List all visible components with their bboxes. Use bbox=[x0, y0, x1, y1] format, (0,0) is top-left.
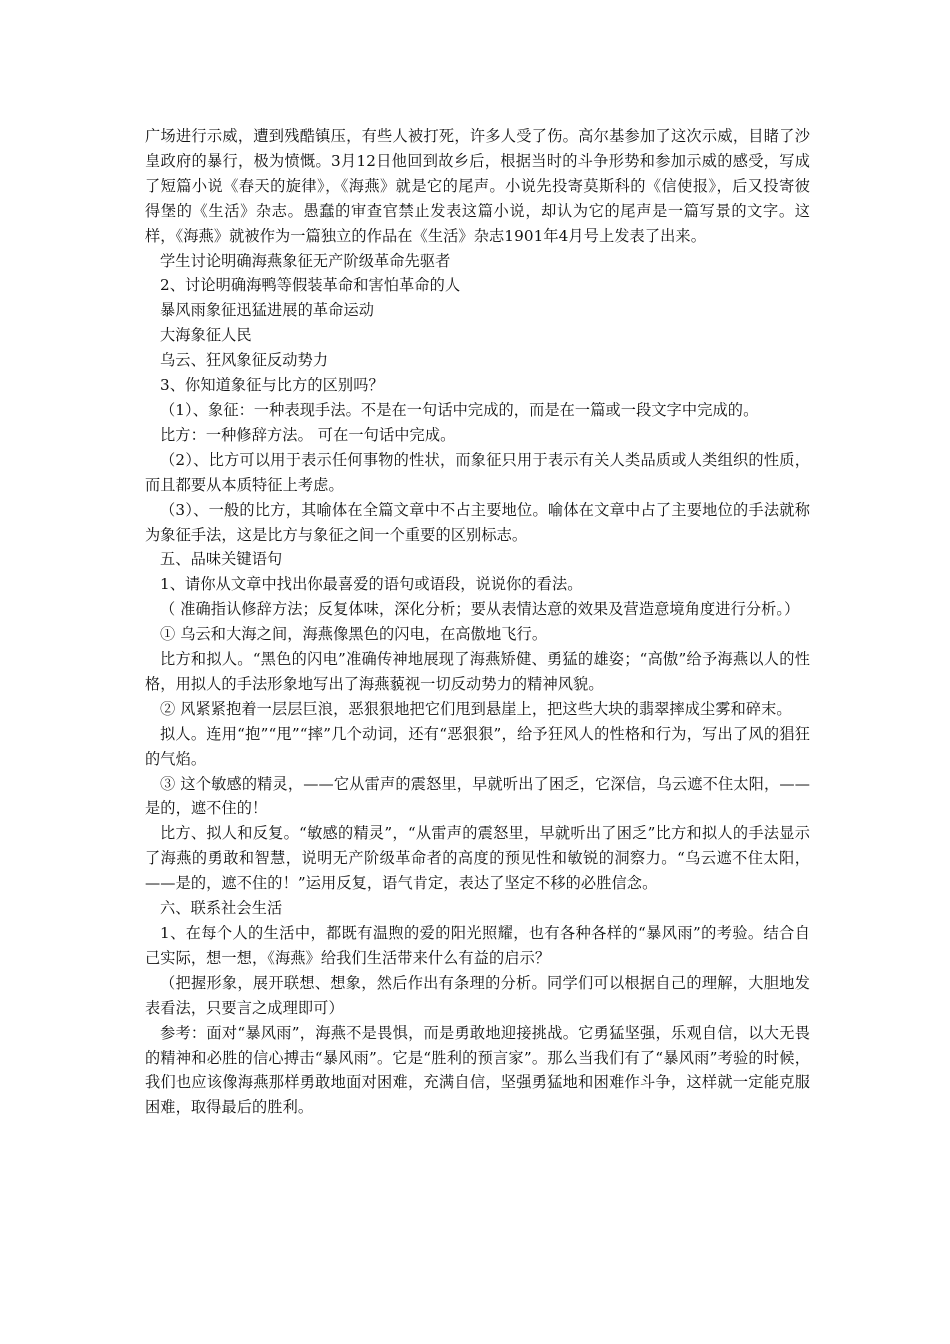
paragraph: 广场进行示威，遭到残酷镇压，有些人被打死，许多人受了伤。高尔基参加了这次示威，目睹了沙皇政府的暴行，极为愤慨。3月12日他回到故乡后，根据当时的斗争形势和参加示威的感受，写成了短篇小说《春天的旋律》，《海燕》就是它的尾声。小说先投寄莫斯科的《信使报》，后又投寄彼得堡的《生活》杂志。愚蠢的审查官禁止发表这篇小说，却认为它的尾声是一篇写景的文字。这样，《海燕》就被作为一篇独立的作品在《生活》杂志1901年4月号上发表了出来。 bbox=[145, 127, 810, 245]
paragraph: 大海象征人民 bbox=[160, 326, 252, 345]
paragraph: ② 风紧紧抱着一层层巨浪，恶狠狠地把它们甩到悬崖上，把这些大块的翡翠摔成尘雾和碎末。 bbox=[160, 699, 792, 718]
paragraph: （2）、比方可以用于表示任何事物的性状，而象征只用于表示有关人类品质或人类组织的性质，而且都要从本质特征上考虑。 bbox=[145, 450, 810, 494]
paragraph: 3、你知道象征与比方的区别吗？ bbox=[160, 376, 384, 395]
paragraph: 参考：面对“暴风雨”，海燕不是畏惧，而是勇敢地迎接挑战。它勇猛坚强，乐观自信，以大无畏的精神和必胜的信心搏击“暴风雨”。它是“胜利的预言家”。那么当我们有了“暴风雨”考验的时候，我们也应该像海燕那样勇敢地面对困难，充满自信，坚强勇猛地和困难作斗争，这样就一定能克服困难，取得最后的胜利。 bbox=[145, 1023, 810, 1117]
paragraph: 乌云、狂风象征反动势力 bbox=[160, 351, 329, 370]
paragraph: 2、讨论明确海鸭等假装革命和害怕革命的人 bbox=[160, 276, 461, 295]
paragraph: 拟人。连用“抱”“甩”“摔”几个动词，还有“恶狠狠”，给予狂风人的性格和行为，写出了风的猖狂的气焰。 bbox=[145, 724, 810, 768]
paragraph: （3）、一般的比方，其喻体在全篇文章中不占主要地位。喻体在文章中占了主要地位的手法就称为象征手法，这是比方与象征之间一个重要的区别标志。 bbox=[145, 500, 810, 544]
paragraph: 六、联系社会生活 bbox=[160, 899, 283, 918]
paragraph: 比方、拟人和反复。“敏感的精灵”，“从雷声的震怒里，早就听出了困乏”比方和拟人的手法显示了海燕的勇敢和智慧，说明无产阶级革命者的高度的预见性和敏锐的洞察力。“乌云遮不住太阳，——是的，遮不住的！”运用反复，语气肯定，表达了坚定不移的必胜信念。 bbox=[145, 824, 810, 893]
paragraph: 暴风雨象征迅猛进展的革命运动 bbox=[160, 301, 375, 320]
paragraph: 五、品味关键语句 bbox=[160, 550, 283, 569]
paragraph: 学生讨论明确海燕象征无产阶级革命先驱者 bbox=[160, 251, 451, 270]
paragraph: 1、在每个人的生活中，都既有温煦的爱的阳光照耀，也有各种各样的“暴风雨”的考验。结合自己实际，想一想，《海燕》给我们生活带来什么有益的启示？ bbox=[145, 924, 810, 967]
paragraph: ① 乌云和大海之间，海燕像黑色的闪电，在高傲地飞行。 bbox=[160, 625, 548, 644]
paragraph: ③ 这个敏感的精灵，——它从雷声的震怒里，早就听出了困乏，它深信，乌云遮不住太阳，——是的，遮不住的！ bbox=[145, 774, 810, 818]
paragraph: 比方：一种修辞方法。 可在一句话中完成。 bbox=[160, 425, 456, 444]
paragraph: 比方和拟人。“黑色的闪电”准确传神地展现了海燕矫健、勇猛的雄姿；“高傲”给予海燕以人的性格，用拟人的手法形象地写出了海燕藐视一切反动势力的精神风貌。 bbox=[145, 650, 810, 693]
paragraph: （ 准确指认修辞方法；反复体味，深化分析；要从表情达意的效果及营造意境角度进行分析。） bbox=[160, 600, 800, 619]
paragraph: 1、请你从文章中找出你最喜爱的语句或语段，说说你的看法。 bbox=[160, 575, 583, 594]
paragraph: （把握形象，展开联想、想象，然后作出有条理的分析。同学们可以根据自己的理解，大胆地发表看法，只要言之成理即可） bbox=[145, 973, 810, 1017]
paragraph: （1）、象征：一种表现手法。不是在一句话中完成的，而是在一篇或一段文字中完成的。 bbox=[160, 400, 759, 419]
document-body bbox=[145, 124, 810, 1120]
